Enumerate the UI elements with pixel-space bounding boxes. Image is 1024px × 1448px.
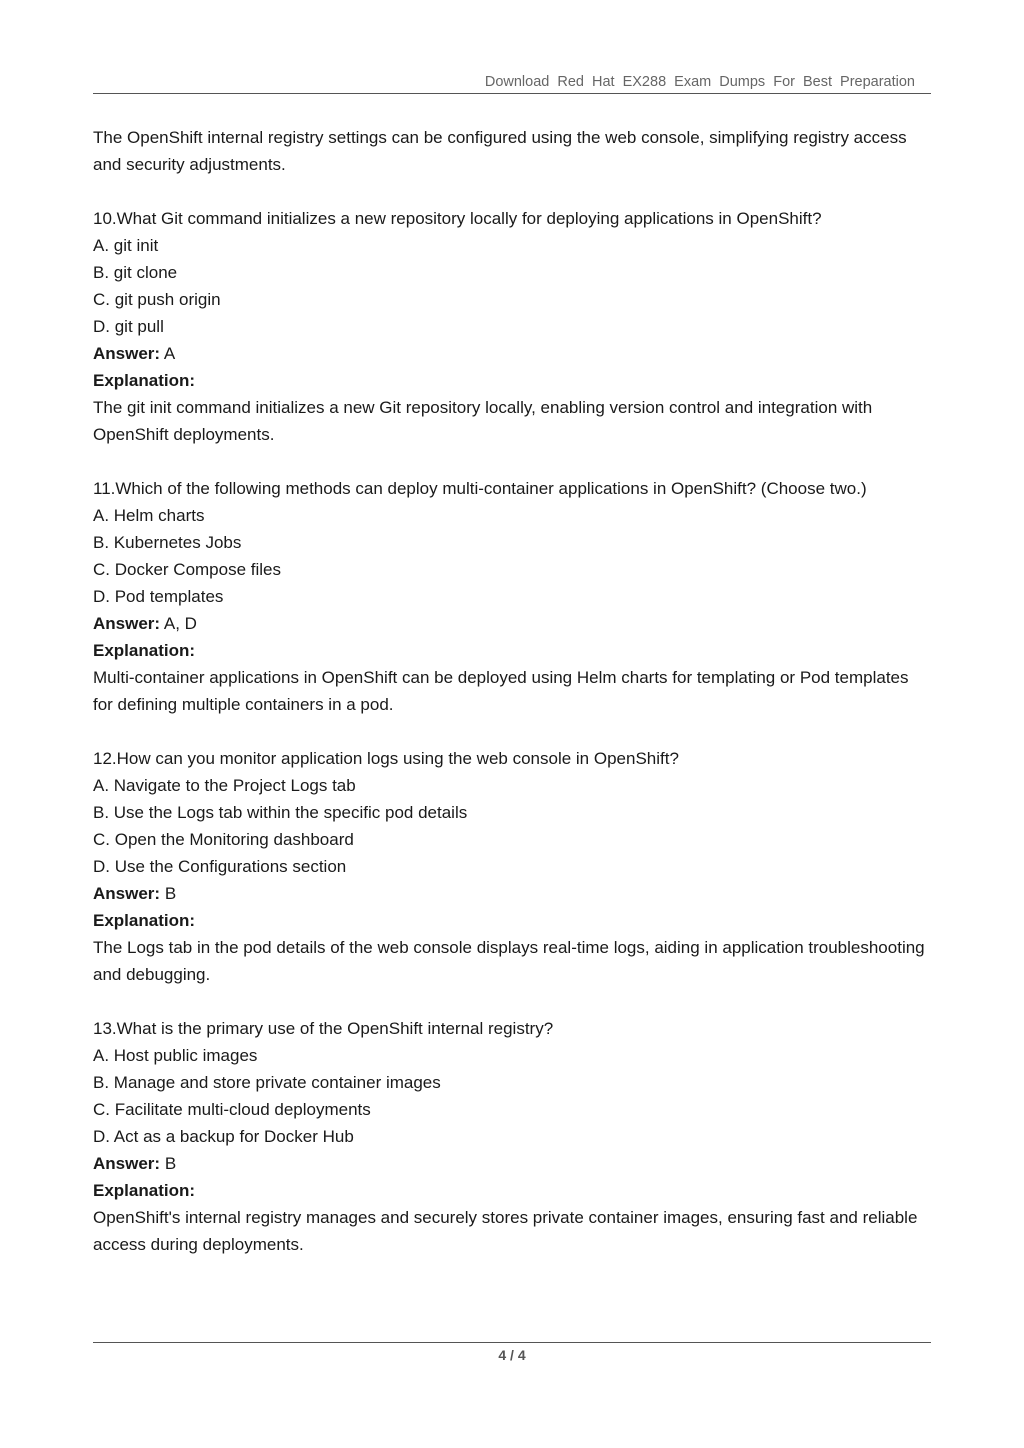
option: B. Manage and store private container images <box>93 1073 441 1092</box>
question-block-12 <box>93 745 931 988</box>
answer-label: Answer: <box>93 1154 161 1173</box>
answer-value: B <box>164 884 177 903</box>
option: D. Act as a backup for Docker Hub <box>93 1127 354 1146</box>
page-number: 4 / 4 <box>498 1347 526 1363</box>
option: D. git pull <box>93 317 164 336</box>
option: A. Helm charts <box>93 506 205 525</box>
option: A. Host public images <box>93 1046 258 1065</box>
answer-label: Answer: <box>93 884 161 903</box>
option: A. Navigate to the Project Logs tab <box>93 776 356 795</box>
option: B. git clone <box>93 263 178 282</box>
option: C. git push origin <box>93 290 221 309</box>
question-block-11 <box>93 475 931 718</box>
option: A. git init <box>93 236 159 255</box>
option: D. Use the Configurations section <box>93 857 347 876</box>
explanation-label: Explanation: <box>93 1181 196 1200</box>
intro-paragraph: The OpenShift internal registry settings can be configured using the web console, simplifying registry access and security adjustments. <box>93 128 907 174</box>
question-text: 11.Which of the following methods can deploy multi-container applications in OpenShift? (Choose two.) <box>93 479 867 498</box>
explanation-label: Explanation: <box>93 371 196 390</box>
page-header <box>93 72 931 94</box>
explanation-text: The git init command initializes a new Git repository locally, enabling version control and integration with OpenShift deployments. <box>93 398 873 444</box>
option: B. Use the Logs tab within the specific pod details <box>93 803 468 822</box>
page-footer <box>93 1342 931 1363</box>
answer-line <box>93 340 931 367</box>
question-block-10 <box>93 205 931 448</box>
answer-line <box>93 880 931 907</box>
answer-line <box>93 1150 931 1177</box>
question-text: 13.What is the primary use of the OpenShift internal registry? <box>93 1019 554 1038</box>
option: D. Pod templates <box>93 587 224 606</box>
option: B. Kubernetes Jobs <box>93 533 242 552</box>
answer-line <box>93 610 931 637</box>
explanation-label: Explanation: <box>93 911 196 930</box>
answer-label: Answer: <box>93 344 161 363</box>
explanation-text: The Logs tab in the pod details of the web console displays real-time logs, aiding in application troubleshooting and debugging. <box>93 938 925 984</box>
option: C. Facilitate multi-cloud deployments <box>93 1100 371 1119</box>
answer-value: A <box>163 344 176 363</box>
option: C. Docker Compose files <box>93 560 282 579</box>
explanation-label: Explanation: <box>93 641 196 660</box>
page-content <box>93 124 931 1285</box>
answer-label: Answer: <box>93 614 161 633</box>
header-text: Download Red Hat EX288 Exam Dumps For Best Preparation <box>484 74 915 90</box>
question-text: 12.How can you monitor application logs using the web console in OpenShift? <box>93 749 679 768</box>
answer-value: A, D <box>163 614 197 633</box>
question-text: 10.What Git command initializes a new repository locally for deploying applications in OpenShift? <box>93 209 822 228</box>
explanation-text: Multi-container applications in OpenShift can be deployed using Helm charts for templating or Pod templates for defining multiple containers in a pod. <box>93 668 909 714</box>
option: C. Open the Monitoring dashboard <box>93 830 354 849</box>
answer-value: B <box>164 1154 177 1173</box>
explanation-text: OpenShift's internal registry manages and securely stores private container images, ensuring fast and reliable access during deployments. <box>93 1208 918 1254</box>
question-block-13 <box>93 1015 931 1258</box>
